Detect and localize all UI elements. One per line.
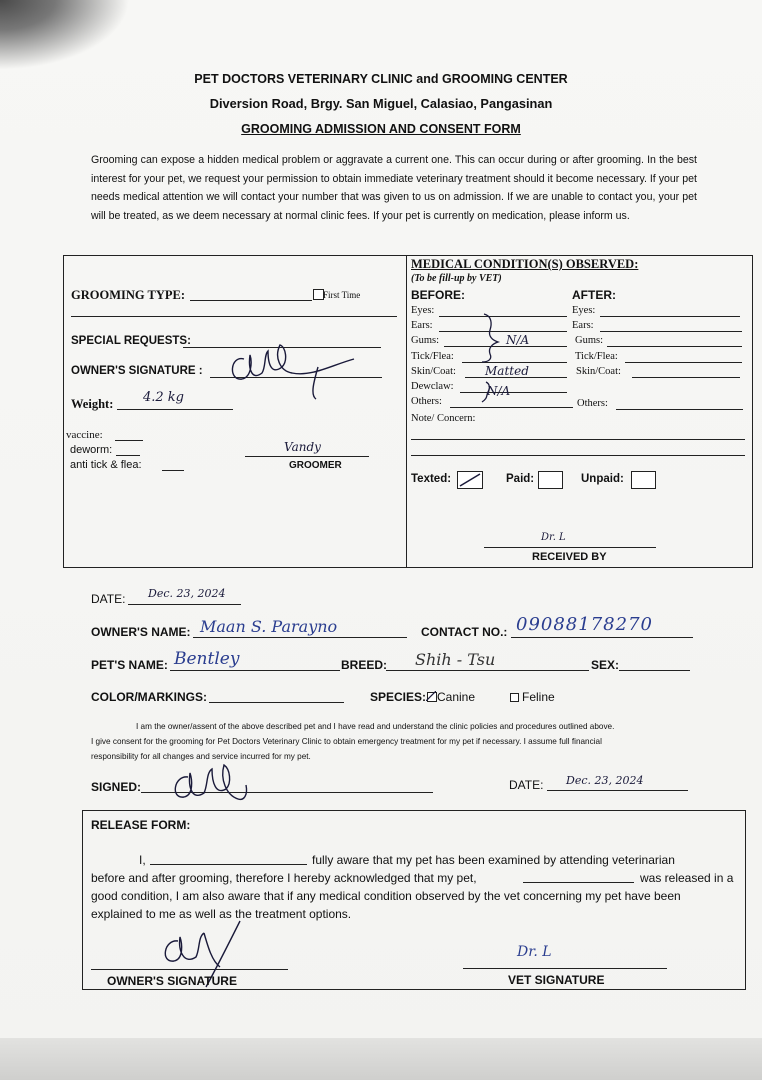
date2-value: Dec. 23, 2024	[566, 774, 644, 787]
signed-label: SIGNED:	[91, 780, 142, 794]
pet-name-line	[170, 670, 340, 671]
date2-line	[547, 790, 688, 791]
texted-label: Texted:	[411, 473, 452, 485]
medical-title: MEDICAL CONDITION(S) OBSERVED:	[411, 257, 639, 271]
vaccine-label: vaccine:	[66, 429, 103, 441]
after-others-label: Others:	[577, 398, 608, 409]
grooming-type-label: GROOMING TYPE:	[71, 288, 186, 302]
after-ears-label: Ears:	[572, 320, 594, 331]
owner-name-line	[193, 637, 407, 638]
groomer-line	[245, 456, 369, 457]
date-value: Dec. 23, 2024	[148, 587, 226, 600]
pet-name-value: Bentley	[174, 649, 240, 669]
contact-label: CONTACT NO.:	[421, 625, 508, 639]
note-concern-label: Note/ Concern:	[411, 413, 476, 424]
after-eyes-label: Eyes:	[572, 305, 596, 316]
after-tick-line[interactable]	[625, 362, 742, 363]
before-dewclaw-label: Dewclaw:	[411, 381, 454, 392]
date-line	[128, 604, 241, 605]
unpaid-label: Unpaid:	[581, 473, 624, 485]
na-value-2: N/A	[487, 384, 511, 398]
consent-line-1: I am the owner/assent of the above described pet and I have read and understand the clinic policies and procedures outlined above.	[136, 722, 615, 731]
grooming-type-line-2	[71, 316, 397, 317]
vet-signature-name: Dr. L	[517, 944, 552, 960]
after-tick-label: Tick/Flea:	[575, 351, 618, 362]
first-time-label: First Time	[323, 290, 361, 300]
after-skin-line[interactable]	[632, 377, 740, 378]
received-by-line	[484, 547, 656, 548]
clinic-address: Diversion Road, Brgy. San Miguel, Calasiao, Pangasinan	[209, 96, 553, 111]
after-heading: AFTER:	[572, 288, 616, 302]
matted-value: Matted	[485, 364, 529, 378]
paid-label: Paid:	[506, 473, 535, 485]
signed-scribble	[160, 755, 260, 815]
form-title: GROOMING ADMISSION AND CONSENT FORM	[241, 122, 521, 136]
species-label: SPECIES:	[370, 690, 427, 704]
after-others-line[interactable]	[616, 409, 743, 410]
consent-line-3: responsibility for all changes and service incurred for my pet.	[91, 752, 311, 761]
sex-line	[619, 670, 690, 671]
feline-checkbox[interactable]	[510, 693, 519, 702]
note-line-2[interactable]	[411, 455, 745, 456]
release-line-2b: was released in a	[640, 871, 734, 885]
release-owner-name-line[interactable]	[150, 864, 307, 865]
after-skin-label: Skin/Coat:	[576, 366, 621, 377]
consent-line-2: I give consent for the grooming for Pet Doctors Veterinary Clinic to obtain emergency treatment for my pet if necessary. I assume full financial	[91, 737, 602, 746]
release-line-3: good condition, I am also aware that if any medical condition observed by the vet concerning my pet have been	[91, 889, 681, 903]
feline-label: Feline	[522, 690, 555, 704]
date2-label: DATE:	[509, 778, 544, 792]
owner-signature-release-label: OWNER'S SIGNATURE	[107, 974, 237, 988]
anti-tick-label: anti tick & flea:	[70, 459, 142, 471]
note-line-1[interactable]	[411, 439, 745, 440]
breed-label: BREED:	[341, 658, 388, 672]
groomer-name-value: Vandy	[284, 440, 321, 454]
color-markings-label: COLOR/MARKINGS:	[91, 690, 207, 704]
before-tick-label: Tick/Flea:	[411, 351, 454, 362]
before-ears-label: Ears:	[411, 320, 433, 331]
deworm-line	[116, 455, 140, 456]
after-ears-line[interactable]	[600, 331, 742, 332]
before-eyes-label: Eyes:	[411, 305, 435, 316]
release-pet-name-line[interactable]	[523, 882, 634, 883]
weight-label: Weight:	[71, 397, 114, 411]
before-others-line[interactable]	[450, 407, 573, 408]
na-value-1: N/A	[506, 333, 530, 347]
special-requests-label: SPECIAL REQUESTS:	[71, 335, 191, 347]
page-bottom-edge	[0, 1038, 762, 1080]
date-label: DATE:	[91, 592, 126, 606]
owner-name-value: Maan S. Parayno	[200, 617, 338, 636]
vet-signature-label: VET SIGNATURE	[508, 973, 605, 987]
after-gums-label: Gums:	[575, 335, 604, 346]
texted-checkbox[interactable]	[457, 471, 483, 489]
release-line-1a: I,	[139, 853, 146, 867]
color-markings-line	[209, 702, 344, 703]
owner-name-label: OWNER'S NAME:	[91, 625, 191, 639]
anti-tick-line	[162, 470, 184, 471]
before-others-label: Others:	[411, 396, 442, 407]
before-heading: BEFORE:	[411, 288, 465, 302]
texted-check-mark	[458, 472, 482, 488]
release-line-4: explained to me as well as the treatment options.	[91, 907, 352, 921]
canine-label: Canine	[437, 690, 476, 704]
release-line-2a: before and after grooming, therefore I hereby acknowledged that my pet,	[91, 871, 477, 885]
clinic-name: PET DOCTORS VETERINARY CLINIC and GROOMING CENTER	[194, 72, 568, 86]
before-gums-label: Gums:	[411, 335, 440, 346]
medical-subtitle: (To be fill-up by VET)	[411, 273, 502, 284]
release-line-1b: fully aware that my pet has been examined by attending veterinarian	[312, 853, 675, 867]
before-skin-label: Skin/Coat:	[411, 366, 456, 377]
canine-check-mark	[426, 691, 436, 701]
grooming-type-line	[190, 300, 312, 301]
canine-checkbox[interactable]	[427, 692, 437, 702]
sex-label: SEX:	[591, 658, 620, 672]
vaccine-line	[115, 440, 143, 441]
after-eyes-line[interactable]	[600, 316, 740, 317]
weight-value: 4.2 kg	[143, 390, 185, 405]
release-title: RELEASE FORM:	[91, 818, 191, 832]
page-fold-shadow	[0, 0, 130, 70]
intro-paragraph: Grooming can expose a hidden medical problem or aggravate a current one. This can occur during or after grooming. In the best interest for your pet, we request your permission to obtain immediate veterinary treatment should it become necessary. If your pet needs medical attention we will contact your number that was given to us on admission. If we are unable to contact you, your pet will be treated, as we deem necessary at normal clinic fees. If your pet is currently on medication, please inform us.	[91, 154, 697, 222]
pet-name-label: PET'S NAME:	[91, 658, 168, 672]
weight-line	[117, 409, 233, 410]
paid-checkbox[interactable]	[538, 471, 563, 489]
owner-signature-label: OWNER'S SIGNATURE :	[71, 365, 203, 377]
breed-line	[386, 670, 589, 671]
contact-value: 09088178270	[516, 614, 653, 635]
deworm-label: deworm:	[70, 444, 113, 456]
after-gums-line[interactable]	[607, 346, 742, 347]
unpaid-checkbox[interactable]	[631, 471, 656, 489]
groomer-label: GROOMER	[289, 460, 342, 471]
received-by-name: Dr. L	[541, 532, 566, 543]
vet-signature-line	[463, 968, 667, 969]
received-by-label: RECEIVED BY	[532, 551, 607, 563]
admission-box-divider	[406, 256, 407, 567]
owner-signature-scribble	[222, 337, 372, 407]
contact-line	[511, 637, 693, 638]
breed-value: Shih - Tsu	[415, 650, 496, 669]
